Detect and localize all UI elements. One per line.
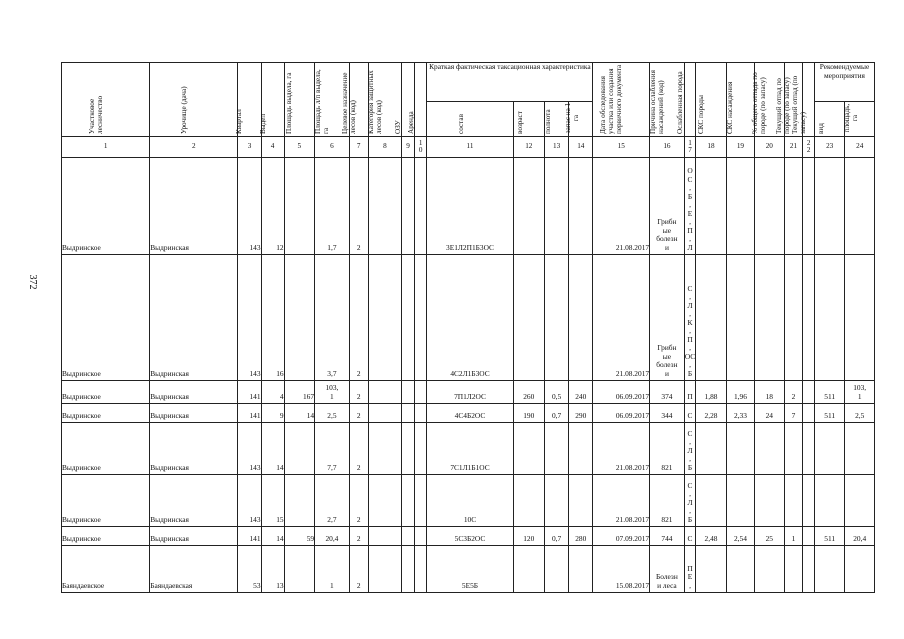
cell-sub-area: 7,7 xyxy=(315,423,350,475)
cell-ozu xyxy=(402,546,415,593)
cell-plot: 14 xyxy=(261,527,284,546)
cell-cause: Грибн ые болезн и xyxy=(650,158,685,255)
cell-rent xyxy=(414,475,427,527)
cell-dead-stand xyxy=(803,404,815,423)
cell-measure-area xyxy=(845,423,875,475)
cell-measure-type xyxy=(814,475,844,527)
cell-density: 0,5 xyxy=(545,381,569,404)
column-number: 2 2 xyxy=(803,137,815,158)
cell-stock: 280 xyxy=(569,527,593,546)
cell-stock xyxy=(569,255,593,381)
cell-plot-area: 167 xyxy=(284,381,314,404)
header-composition: состав xyxy=(427,101,513,136)
cell-species: С , Л , Б xyxy=(684,423,696,475)
cell-plot: 15 xyxy=(261,475,284,527)
header-taxation-group: Краткая фактическая таксационная характеристика xyxy=(427,63,593,102)
header-dead-pct: % общего отпада по породе (по запасу) xyxy=(755,63,784,137)
cell-tract: Выдринская xyxy=(150,404,238,423)
header-measure-area: площадь, га xyxy=(845,101,875,136)
column-number: 16 xyxy=(650,137,685,158)
cell-measure-area xyxy=(845,475,875,527)
column-number: 4 xyxy=(261,137,284,158)
cell-purpose: 2 xyxy=(349,404,368,423)
cell-stock xyxy=(569,423,593,475)
cell-date: 21.08.2017 xyxy=(593,475,650,527)
cell-rent xyxy=(414,423,427,475)
cell-density: 0,7 xyxy=(545,527,569,546)
cell-measure-area xyxy=(845,255,875,381)
table-row xyxy=(62,527,875,546)
cell-quarter: 143 xyxy=(238,423,261,475)
header-sks-breed: СКС породы xyxy=(696,63,726,137)
cell-composition: 4С2Л1Б3ОС xyxy=(427,255,513,381)
cell-plot: 16 xyxy=(261,255,284,381)
cell-sub-area: 103, 1 xyxy=(315,381,350,404)
cell-stock xyxy=(569,158,593,255)
column-number: 9 xyxy=(402,137,415,158)
column-number: 1 0 xyxy=(414,137,427,158)
column-number: 1 xyxy=(62,137,150,158)
cell-protect-cat xyxy=(368,527,402,546)
cell-tract: Выдринская xyxy=(150,475,238,527)
cell-density xyxy=(545,475,569,527)
cell-protect-cat xyxy=(368,475,402,527)
cell-dead-pct xyxy=(755,546,784,593)
cell-date: 21.08.2017 xyxy=(593,423,650,475)
header-species: Ослабленная порода xyxy=(684,63,696,137)
cell-plot: 12 xyxy=(261,158,284,255)
cell-plot-area xyxy=(284,546,314,593)
cell-purpose: 2 xyxy=(349,381,368,404)
cell-sks-breed xyxy=(696,475,726,527)
cell-quarter: 143 xyxy=(238,255,261,381)
cell-dead-pct xyxy=(755,475,784,527)
cell-density xyxy=(545,255,569,381)
cell-quarter: 143 xyxy=(238,158,261,255)
cell-plot-area xyxy=(284,255,314,381)
cell-purpose: 2 xyxy=(349,423,368,475)
cell-species: П Е , xyxy=(684,546,696,593)
cell-sks-stand xyxy=(726,423,754,475)
forest-health-table xyxy=(61,62,875,593)
cell-measure-type xyxy=(814,158,844,255)
cell-ozu xyxy=(402,527,415,546)
cell-sub-area: 20,4 xyxy=(315,527,350,546)
header-plot-area: Площадь выдела, га xyxy=(284,63,314,137)
cell-dead-stand xyxy=(803,423,815,475)
cell-plot: 4 xyxy=(261,381,284,404)
header-dead-stand: Текущий отпад (по запасу) xyxy=(803,63,815,137)
header-measure-type: вид xyxy=(814,101,844,136)
cell-composition: 10С xyxy=(427,475,513,527)
column-number: 24 xyxy=(845,137,875,158)
cell-sub-area: 1,7 xyxy=(315,158,350,255)
cell-tract: Баяндаевская xyxy=(150,546,238,593)
column-number: 13 xyxy=(545,137,569,158)
cell-composition: 7С1Л1Б1ОС xyxy=(427,423,513,475)
cell-sub-area: 2,5 xyxy=(315,404,350,423)
cell-sks-breed xyxy=(696,423,726,475)
cell-forestry: Выдринское xyxy=(62,527,150,546)
cell-dead-stand xyxy=(803,381,815,404)
table-row xyxy=(62,404,875,423)
cell-age: 120 xyxy=(513,527,545,546)
cell-measure-area xyxy=(845,158,875,255)
column-number: 8 xyxy=(368,137,402,158)
cell-dead-stand xyxy=(803,527,815,546)
cell-stock xyxy=(569,546,593,593)
cell-purpose: 2 xyxy=(349,475,368,527)
column-number: 6 xyxy=(315,137,350,158)
cell-dead-pct: 25 xyxy=(755,527,784,546)
cell-protect-cat xyxy=(368,423,402,475)
cell-ozu xyxy=(402,423,415,475)
cell-density xyxy=(545,158,569,255)
column-number: 21 xyxy=(784,137,803,158)
cell-dead-pct: 18 xyxy=(755,381,784,404)
cell-tract: Выдринская xyxy=(150,527,238,546)
cell-species: С xyxy=(684,527,696,546)
cell-dead-breed xyxy=(784,475,803,527)
cell-dead-breed xyxy=(784,255,803,381)
cell-measure-type: 511 xyxy=(814,404,844,423)
header-density: полнота xyxy=(545,101,569,136)
cell-age xyxy=(513,255,545,381)
cell-ozu xyxy=(402,255,415,381)
cell-ozu xyxy=(402,475,415,527)
header-ozu: ОЗУ xyxy=(402,63,415,137)
page-number: 372 xyxy=(27,274,38,290)
cell-plot: 14 xyxy=(261,423,284,475)
cell-forestry: Выдринское xyxy=(62,423,150,475)
cell-dead-breed xyxy=(784,423,803,475)
cell-sks-stand: 2,33 xyxy=(726,404,754,423)
cell-ozu xyxy=(402,381,415,404)
cell-dead-pct xyxy=(755,423,784,475)
cell-dead-stand xyxy=(803,158,815,255)
cell-protect-cat xyxy=(368,381,402,404)
cell-forestry: Баяндаевское xyxy=(62,546,150,593)
column-number: 1 7 xyxy=(684,137,696,158)
cell-forestry: Выдринское xyxy=(62,381,150,404)
cell-sks-breed: 2,28 xyxy=(696,404,726,423)
cell-plot: 13 xyxy=(261,546,284,593)
column-number: 12 xyxy=(513,137,545,158)
cell-stock: 290 xyxy=(569,404,593,423)
cell-sks-stand: 1,96 xyxy=(726,381,754,404)
cell-quarter: 53 xyxy=(238,546,261,593)
cell-species: С xyxy=(684,404,696,423)
table-row xyxy=(62,546,875,593)
cell-rent xyxy=(414,404,427,423)
cell-stock: 240 xyxy=(569,381,593,404)
header-sks-stand: СКС насаждения xyxy=(726,63,754,137)
cell-sks-breed xyxy=(696,546,726,593)
cell-plot-area xyxy=(284,475,314,527)
cell-tract: Выдринская xyxy=(150,381,238,404)
cell-measure-area: 103, 1 xyxy=(845,381,875,404)
cell-composition: 3Е1Л2П1Б3ОС xyxy=(427,158,513,255)
cell-ozu xyxy=(402,404,415,423)
cell-rent xyxy=(414,546,427,593)
cell-protect-cat xyxy=(368,546,402,593)
cell-quarter: 141 xyxy=(238,527,261,546)
cell-dead-breed: 7 xyxy=(784,404,803,423)
header-forestry: Участковое лесничество xyxy=(62,63,150,137)
cell-age xyxy=(513,475,545,527)
header-purpose: Целевое назначение лесов (код) xyxy=(349,63,368,137)
cell-tract: Выдринская xyxy=(150,158,238,255)
cell-forestry: Выдринское xyxy=(62,158,150,255)
header-sub-area: Площадь л/п выдела, га xyxy=(315,63,350,137)
cell-protect-cat xyxy=(368,404,402,423)
cell-sks-breed xyxy=(696,255,726,381)
cell-cause: 344 xyxy=(650,404,685,423)
cell-date: 07.09.2017 xyxy=(593,527,650,546)
cell-age: 190 xyxy=(513,404,545,423)
cell-plot: 9 xyxy=(261,404,284,423)
cell-purpose: 2 xyxy=(349,527,368,546)
cell-species: С , Л , Б xyxy=(684,475,696,527)
header-quarter: Квартал xyxy=(238,63,261,137)
header-survey-date: Дата обследования участка или создания первичного документа xyxy=(593,63,650,137)
cell-cause: 821 xyxy=(650,475,685,527)
cell-stock xyxy=(569,475,593,527)
header-stock: запас на 1 га xyxy=(569,101,593,136)
cell-measure-type: 511 xyxy=(814,527,844,546)
cell-quarter: 141 xyxy=(238,381,261,404)
cell-forestry: Выдринское xyxy=(62,475,150,527)
cell-cause: 821 xyxy=(650,423,685,475)
cell-cause: Болезн и леса xyxy=(650,546,685,593)
cell-sks-stand xyxy=(726,475,754,527)
cell-age xyxy=(513,423,545,475)
column-number: 23 xyxy=(814,137,844,158)
cell-rent xyxy=(414,527,427,546)
header-rent: Аренда xyxy=(414,63,427,137)
cell-purpose: 2 xyxy=(349,158,368,255)
cell-sks-stand: 2,54 xyxy=(726,527,754,546)
cell-rent xyxy=(414,381,427,404)
cell-cause: 374 xyxy=(650,381,685,404)
cell-quarter: 141 xyxy=(238,404,261,423)
cell-plot-area: 14 xyxy=(284,404,314,423)
cell-purpose: 2 xyxy=(349,546,368,593)
cell-composition: 5Е5Б xyxy=(427,546,513,593)
cell-measure-type xyxy=(814,255,844,381)
cell-species: П xyxy=(684,381,696,404)
cell-dead-breed xyxy=(784,546,803,593)
cell-sub-area: 2,7 xyxy=(315,475,350,527)
cell-dead-stand xyxy=(803,546,815,593)
cell-rent xyxy=(414,255,427,381)
table-row xyxy=(62,381,875,404)
cell-dead-breed xyxy=(784,158,803,255)
cell-measure-area: 2,5 xyxy=(845,404,875,423)
cell-sks-stand xyxy=(726,158,754,255)
column-number: 15 xyxy=(593,137,650,158)
column-number: 11 xyxy=(427,137,513,158)
column-number: 18 xyxy=(696,137,726,158)
cell-plot-area: 59 xyxy=(284,527,314,546)
cell-date: 06.09.2017 xyxy=(593,404,650,423)
cell-age xyxy=(513,546,545,593)
cell-measure-type xyxy=(814,423,844,475)
column-number-row xyxy=(62,137,875,158)
column-number: 3 xyxy=(238,137,261,158)
cell-rent xyxy=(414,158,427,255)
header-protect-cat: Категория защитных лесов (код) xyxy=(368,63,402,137)
cell-dead-pct: 24 xyxy=(755,404,784,423)
cell-date: 21.08.2017 xyxy=(593,158,650,255)
cell-cause: Грибн ые болезн и xyxy=(650,255,685,381)
cell-composition: 7П1Л2ОС xyxy=(427,381,513,404)
cell-age: 260 xyxy=(513,381,545,404)
header-plot: Выдел xyxy=(261,63,284,137)
cell-purpose: 2 xyxy=(349,255,368,381)
cell-sub-area: 3,7 xyxy=(315,255,350,381)
cell-forestry: Выдринское xyxy=(62,404,150,423)
cell-dead-stand xyxy=(803,255,815,381)
cell-measure-area: 20,4 xyxy=(845,527,875,546)
cell-ozu xyxy=(402,158,415,255)
cell-density: 0,7 xyxy=(545,404,569,423)
cell-date: 15.08.2017 xyxy=(593,546,650,593)
cell-tract: Выдринская xyxy=(150,255,238,381)
cell-dead-breed: 2 xyxy=(784,381,803,404)
cell-species: С , Л , К , П , ОС , Б xyxy=(684,255,696,381)
cell-measure-area xyxy=(845,546,875,593)
header-cause: Причина ослабления насаждений (код) xyxy=(650,63,685,137)
cell-sks-breed xyxy=(696,158,726,255)
cell-composition: 4С4Б2ОС xyxy=(427,404,513,423)
table-row xyxy=(62,423,875,475)
table-row xyxy=(62,475,875,527)
cell-tract: Выдринская xyxy=(150,423,238,475)
cell-measure-type xyxy=(814,546,844,593)
cell-measure-type: 511 xyxy=(814,381,844,404)
cell-density xyxy=(545,423,569,475)
header-dead-breed: Текущий отпад по породе (по запасу) xyxy=(784,63,803,137)
cell-forestry: Выдринское xyxy=(62,255,150,381)
cell-sks-stand xyxy=(726,546,754,593)
column-number: 2 xyxy=(150,137,238,158)
cell-dead-pct xyxy=(755,255,784,381)
cell-sks-breed: 1,88 xyxy=(696,381,726,404)
table-row xyxy=(62,158,875,255)
header-age: возраст xyxy=(513,101,545,136)
cell-dead-pct xyxy=(755,158,784,255)
cell-protect-cat xyxy=(368,158,402,255)
cell-plot-area xyxy=(284,158,314,255)
cell-density xyxy=(545,546,569,593)
cell-sks-stand xyxy=(726,255,754,381)
header-measures-group: Рекомендуемые мероприятия xyxy=(814,63,874,102)
cell-age xyxy=(513,158,545,255)
cell-date: 06.09.2017 xyxy=(593,381,650,404)
column-number: 14 xyxy=(569,137,593,158)
cell-dead-stand xyxy=(803,475,815,527)
cell-composition: 5С3Б2ОС xyxy=(427,527,513,546)
table-row xyxy=(62,255,875,381)
column-number: 7 xyxy=(349,137,368,158)
cell-plot-area xyxy=(284,423,314,475)
cell-sub-area: 1 xyxy=(315,546,350,593)
cell-species: О С , Б , Е , П , Л xyxy=(684,158,696,255)
column-number: 20 xyxy=(755,137,784,158)
cell-dead-breed: 1 xyxy=(784,527,803,546)
column-number: 5 xyxy=(284,137,314,158)
cell-cause: 744 xyxy=(650,527,685,546)
cell-date: 21.08.2017 xyxy=(593,255,650,381)
cell-sks-breed: 2,48 xyxy=(696,527,726,546)
header-tract: Урочище (дача) xyxy=(150,63,238,137)
column-number: 19 xyxy=(726,137,754,158)
cell-protect-cat xyxy=(368,255,402,381)
cell-quarter: 143 xyxy=(238,475,261,527)
